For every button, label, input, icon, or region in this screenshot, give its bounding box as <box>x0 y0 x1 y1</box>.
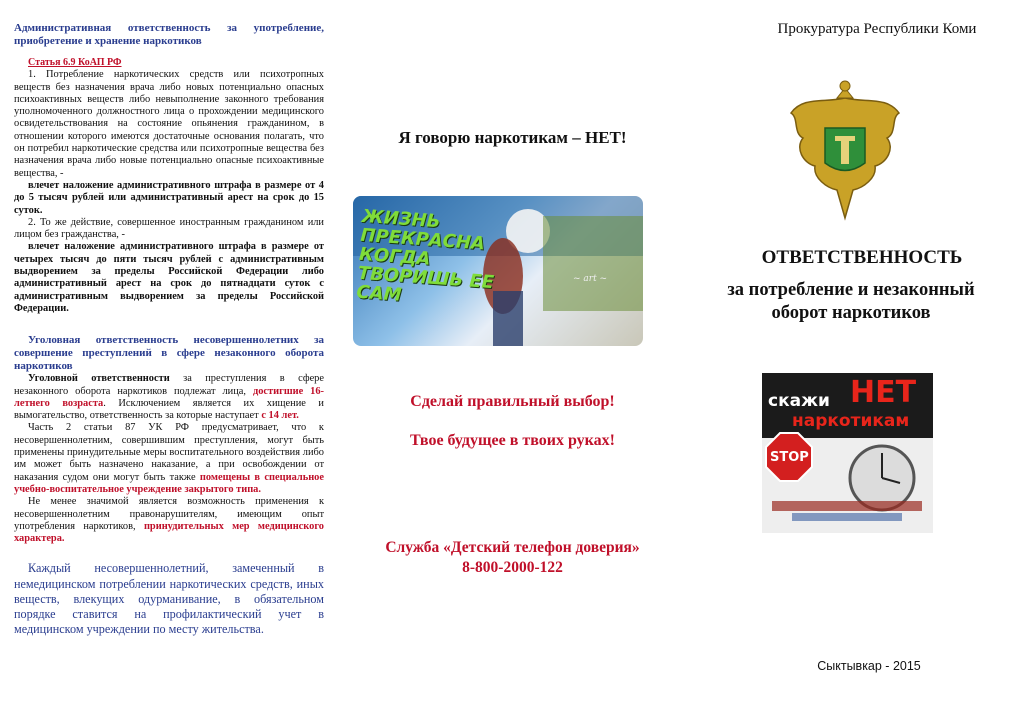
criminal-heading: Уголовная ответственность несовершеннолетних за совершение преступлений в сфере незаконного оборота наркотиков <box>14 334 324 373</box>
article-part2-penalty: влечет наложение административного штрафа в размере от четырех тысяч до пяти тысяч рублей с административным выдворением за пределы Российской Федерации либо административный арест на срок до пятнадцати суток с административным выдворением за пределы Российской Федерации. <box>14 241 324 314</box>
article-part1: 1. Потребление наркотических средств или психотропных веществ без назначения врача либо новых потенциально опасных психоактивных веществ либо невыполнение законного требования уполномоченного должностного лица о прохождении медицинского освидетельствования на состояние опьянения гражданином, в отношении которого имеются достаточные основания полагать, что он потребил наркотические средства или психотропные вещества без назначения врача либо новые потенциально опасные психоактивные вещества, - <box>14 69 324 179</box>
doc-subtitle: за потребление и незаконный оборот наркотиков <box>727 280 975 323</box>
article-part1-penalty: влечет наложение административного штрафа в размере от 4 до 5 тысяч рублей или административный арест на срок до 15 суток. <box>14 179 324 216</box>
article-part2: 2. То же действие, совершенное иностранным гражданином или лицом без гражданства, - <box>14 216 324 241</box>
stop-sign-text: STOP <box>770 450 809 465</box>
hotline-phone: 8-800-2000-122 <box>462 559 563 576</box>
right-panel <box>690 0 1024 725</box>
criminal-para1: Уголовной ответственности за преступления в сфере незаконного оборота наркотиков подлежат лица, достигшие 16-летнего возраста. Исключением является их хищение и вымогательство, ответственность за которые наступает с 14 лет. <box>14 373 324 422</box>
middle-panel <box>340 0 685 725</box>
org-name: Прокуратура Республики Коми <box>777 21 977 37</box>
criminal-para3: Не менее значимой является возможность применения к несовершеннолетним правонарушителям, имеющим опыт употребления наркотиков, принудительных мер медицинского характера. <box>14 496 324 545</box>
say-no-poster <box>762 373 933 533</box>
motivational-photo <box>353 196 643 346</box>
prosecutor-emblem-icon <box>785 78 905 223</box>
poster-drugs: наркотикам <box>792 411 910 431</box>
doc-title: ОТВЕТСТВЕННОСТЬ <box>761 247 963 268</box>
criminal-para2: Часть 2 статьи 87 УК РФ предусматривает, что к несовершеннолетним, совершившим преступления, могут быть применены принудительные меры воспитательного воздействия либо им может быть назначено наказание, а при освобождении от наказания судом они могут быть также помещены в специальное учебно-воспитательное учреждение закрытого типа. <box>14 422 324 495</box>
admin-heading: Административная ответственность за употребление, приобретение и хранение наркотиков <box>14 22 324 47</box>
main-slogan: Я говорю наркотикам – НЕТ! <box>398 128 627 147</box>
left-panel <box>14 22 324 637</box>
photo-slogan: ЖИЗНЬ ПРЕКРАСНА КОГДА ТВОРИШЬ ЕЕ САМ <box>355 205 495 306</box>
svg-text:~ art ~: ~ art ~ <box>573 274 608 284</box>
hotline-name: Служба «Детский телефон доверия» <box>385 539 640 556</box>
article-title: Статья 6.9 КоАП РФ <box>28 57 122 68</box>
poster-no: НЕТ <box>850 375 917 410</box>
footer-city-year: Сыктывкар - 2015 <box>817 659 921 673</box>
poster-say: скажи <box>768 391 830 411</box>
future-slogan: Твое будущее в твоих руках! <box>410 432 615 449</box>
registration-note: Каждый несовершеннолетний, замеченный в немедицинском потреблении наркотических средств, иных веществ, влекущих одурманивание, в обязательном порядке ставится на профилактический учет в медицинском учреждении по месту жительства. <box>14 561 324 637</box>
choice-slogan: Сделай правильный выбор! <box>410 393 615 410</box>
